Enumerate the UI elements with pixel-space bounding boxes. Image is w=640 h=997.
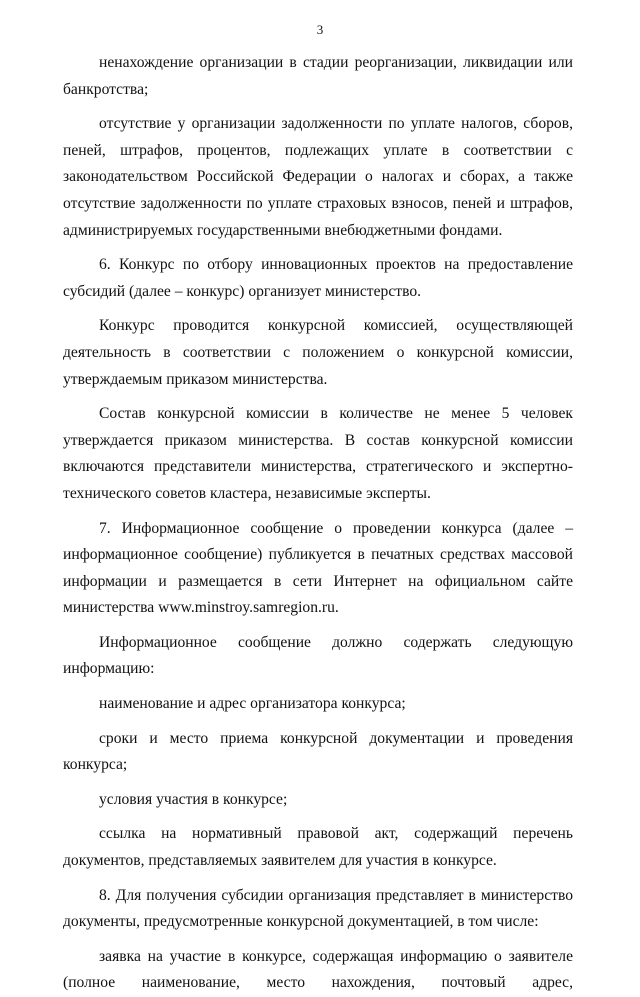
paragraph-not-in-liquidation: ненахождение организации в стадии реорганизации, ликвидации или банкротства; [63, 54, 573, 98]
paragraph-item-8-documents: 8. Для получения субсидии организация представляет в министерство документы, предусмотренные конкурсной документацией, в том числе: [63, 886, 573, 931]
document-body [63, 50, 573, 997]
list-item-conditions: условия участия в конкурсе; [99, 790, 288, 808]
paragraph-item-7-announcement: 7. Информационное сообщение о проведении конкурса (далее – информационное сообщение) публикуется в печатных средствах массовой информации и размещается в сети Интернет на официальном сайте министерства www.minstroy.samregion.ru. [63, 519, 573, 617]
paragraph-commission-composition: Состав конкурсной комиссии в количестве не менее 5 человек утверждается приказом министерства. В состав конкурсной комиссии включаются представители министерства, стратегического и экспертно-технического советов кластера, независимые эксперты. [63, 405, 573, 502]
paragraph-item-6-competition: 6. Конкурс по отбору инновационных проектов на предоставление субсидий (далее – конкурс) организует министерство. [63, 256, 573, 300]
list-item-legal-reference: ссылка на нормативный правовой акт, содержащий перечень документов, представляемых заявителем для участия в конкурсе. [63, 825, 573, 870]
paragraph-no-tax-debt: отсутствие у организации задолженности по уплате налогов, сборов, пеней, штрафов, процентов, подлежащих уплате в соответствии с законодательством Российской Федерации о налогах и сборах, а также отсутствие задолженности по уплате страховых взносов, пеней и штрафов, администрируемых государственными внебюджетными фондами. [63, 115, 573, 239]
paragraph-commission: Конкурс проводится конкурсной комиссией, осуществляющей деятельность в соответствии с положением о конкурсной комиссии, утверждаемым приказом министерства. [63, 317, 573, 388]
list-item-organizer: наименование и адрес организатора конкурса; [99, 695, 406, 713]
paragraph-application: заявка на участие в конкурсе, содержащая информацию о заявителе (полное наименование, место нахождения, почтовый адрес, [63, 947, 573, 992]
list-item-deadlines: сроки и место приема конкурсной документации и проведения конкурса; [63, 729, 573, 774]
paragraph-announcement-content: Информационное сообщение должно содержать следующую информацию: [63, 633, 573, 678]
page-number: 3 [316, 22, 324, 37]
